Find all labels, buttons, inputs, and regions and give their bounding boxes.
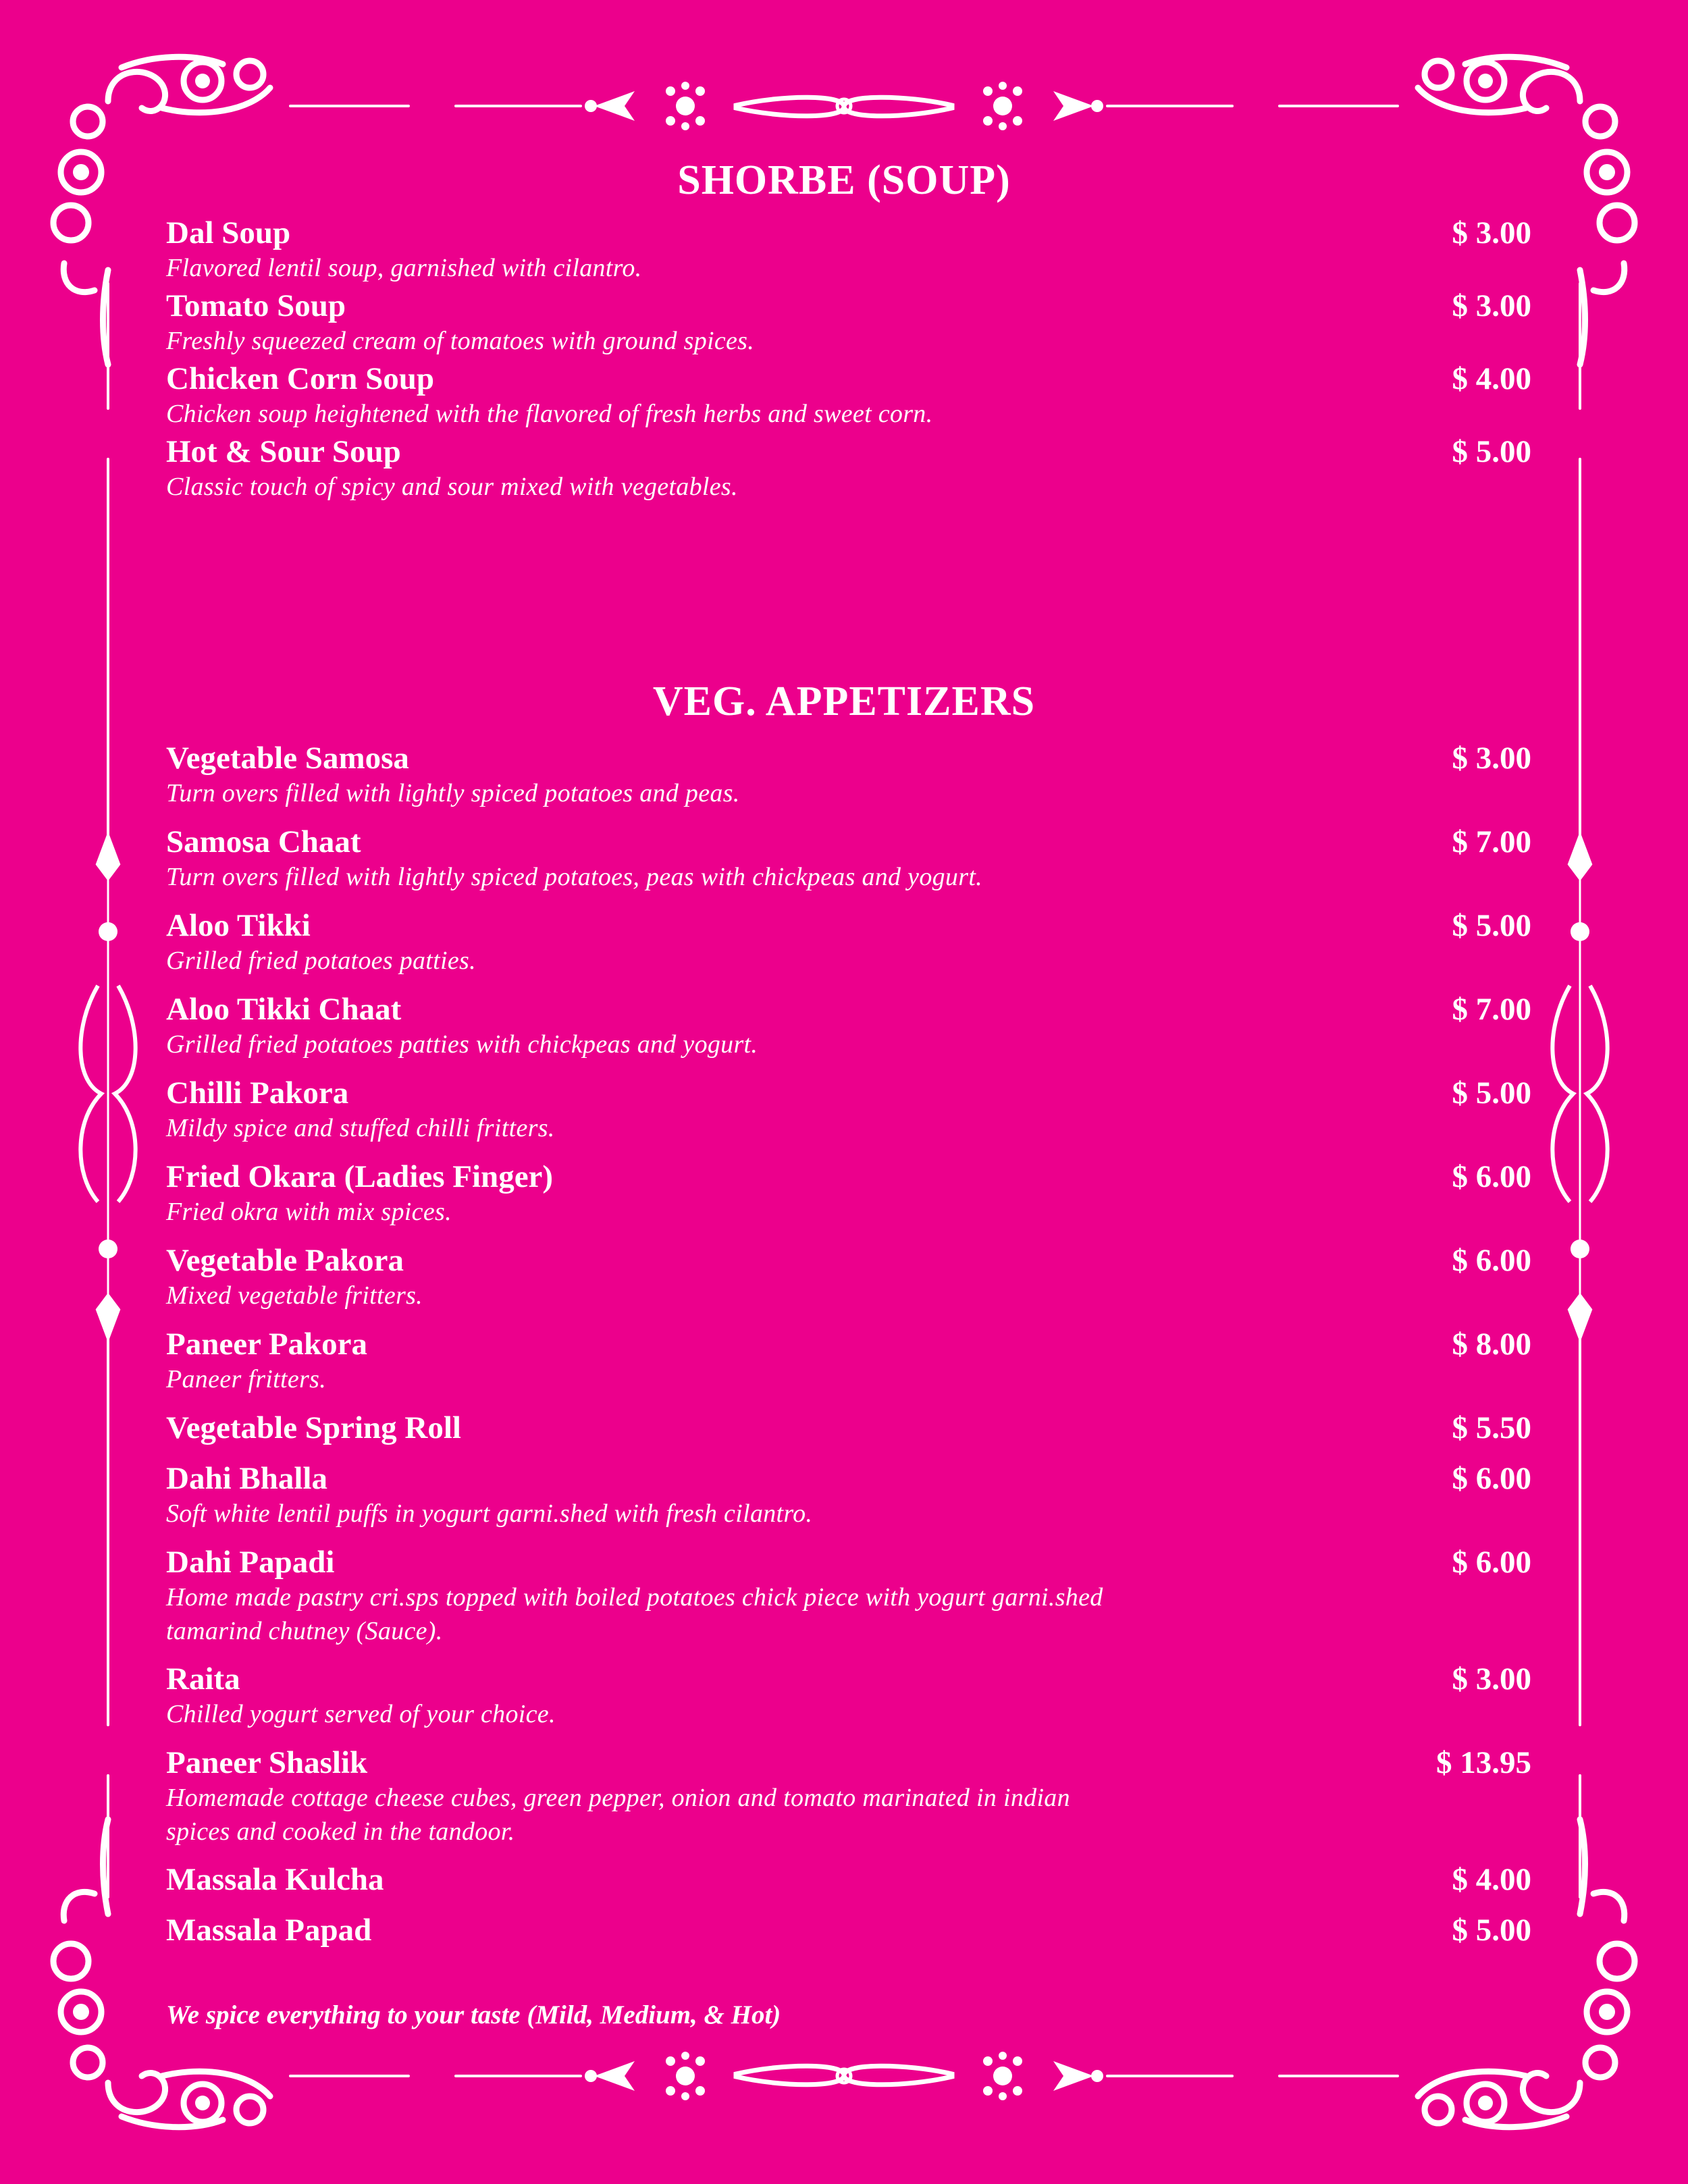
item-name: Dahi Bhalla [166,1461,327,1496]
item-description: Home made pastry cri.sps topped with boiled potatoes chick piece with yogurt garni.shed tamarind chutney (Sauce). [166,1583,1103,1645]
menu-item [166,1912,1531,1963]
item-description: Chicken soup heightened with the flavored of fresh herbs and sweet corn. [166,400,933,428]
menu-item [166,1410,1531,1460]
item-description: Freshly squeezed cream of tomatoes with ground spices. [166,327,755,355]
item-description: Chilled yogurt served of your choice. [166,1700,556,1728]
item-price: $ 4.00 [1452,1862,1531,1897]
item-description: Turn overs filled with lightly spiced potatoes and peas. [166,779,740,807]
item-price: $ 5.00 [1452,1075,1531,1111]
item-name: Samosa Chaat [166,824,361,859]
item-price: $ 8.00 [1452,1327,1531,1362]
item-description: Grilled fried potatoes patties with chickpeas and yogurt. [166,1030,758,1059]
menu-item [166,433,1531,506]
menu-item [166,1326,1531,1410]
item-name: Massala Kulcha [166,1862,384,1897]
item-name: Dahi Papadi [166,1545,335,1580]
item-price: $ 6.00 [1452,1545,1531,1580]
menu-item [166,361,1531,433]
menu-item [166,1744,1531,1861]
item-price: $ 5.00 [1452,434,1531,469]
item-name: Vegetable Pakora [166,1243,404,1278]
appetizers-section-title: VEG. APPETIZERS [652,678,1036,724]
item-name: Dal Soup [166,215,291,250]
menu-item [166,1661,1531,1744]
menu-item [166,1460,1531,1544]
item-price: $ 3.00 [1452,215,1531,250]
menu-item [166,1158,1531,1242]
menu-item [166,824,1531,907]
item-price: $ 5.00 [1452,1913,1531,1948]
menu-item [166,1861,1531,1912]
item-description: Flavored lentil soup, garnished with cilantro. [166,254,642,282]
item-price: $ 3.00 [1452,1661,1531,1697]
item-price: $ 6.00 [1452,1159,1531,1194]
soup-list [166,215,1531,506]
spice-level-note: We spice everything to your taste (Mild, Medium, & Hot) [166,2000,781,2029]
item-name: Vegetable Samosa [166,741,409,776]
menu-item [166,740,1531,824]
item-description: Homemade cottage cheese cubes, green pepper, onion and tomato marinated in indian spices and cooked in the tandoor. [166,1784,1070,1846]
item-name: Massala Papad [166,1913,372,1948]
item-name: Paneer Pakora [166,1327,368,1362]
item-price: $ 3.00 [1452,741,1531,776]
item-price: $ 3.00 [1452,288,1531,323]
item-description: Turn overs filled with lightly spiced potatoes, peas with chickpeas and yogurt. [166,863,982,891]
item-name: Raita [166,1661,240,1697]
menu-item [166,991,1531,1075]
item-name: Chicken Corn Soup [166,361,434,396]
item-description: Grilled fried potatoes patties. [166,947,476,975]
item-price: $ 7.00 [1452,824,1531,859]
item-name: Aloo Tikki Chaat [166,992,402,1027]
item-price: $ 7.00 [1452,992,1531,1027]
item-price: $ 13.95 [1436,1745,1531,1780]
item-name: Fried Okara (Ladies Finger) [166,1159,554,1194]
menu-item [166,1544,1531,1661]
item-price: $ 6.00 [1452,1243,1531,1278]
item-name: Aloo Tikki [166,908,311,943]
item-name: Chilli Pakora [166,1075,349,1111]
item-description: Mildy spice and stuffed chilli fritters. [166,1114,555,1142]
item-price: $ 6.00 [1452,1461,1531,1496]
menu-item [166,907,1531,991]
item-name: Paneer Shaslik [166,1745,368,1780]
item-description: Mixed vegetable fritters. [166,1281,423,1310]
item-name: Tomato Soup [166,288,346,323]
soup-section-title: SHORBE (SOUP) [677,157,1011,203]
item-description: Soft white lentil puffs in yogurt garni.shed with fresh cilantro. [166,1499,813,1528]
item-name: Hot & Sour Soup [166,434,401,469]
item-price: $ 4.00 [1452,361,1531,396]
item-name: Vegetable Spring Roll [166,1410,461,1445]
menu-item [166,1075,1531,1158]
item-description: Fried okra with mix spices. [166,1198,452,1226]
item-price: $ 5.00 [1452,908,1531,943]
item-price: $ 5.50 [1452,1410,1531,1445]
item-description: Classic touch of spicy and sour mixed with vegetables. [166,473,738,501]
appetizers-list [166,740,1531,1963]
menu-item [166,215,1531,288]
menu-item [166,1242,1531,1326]
menu-item [166,288,1531,361]
item-description: Paneer fritters. [166,1365,326,1393]
